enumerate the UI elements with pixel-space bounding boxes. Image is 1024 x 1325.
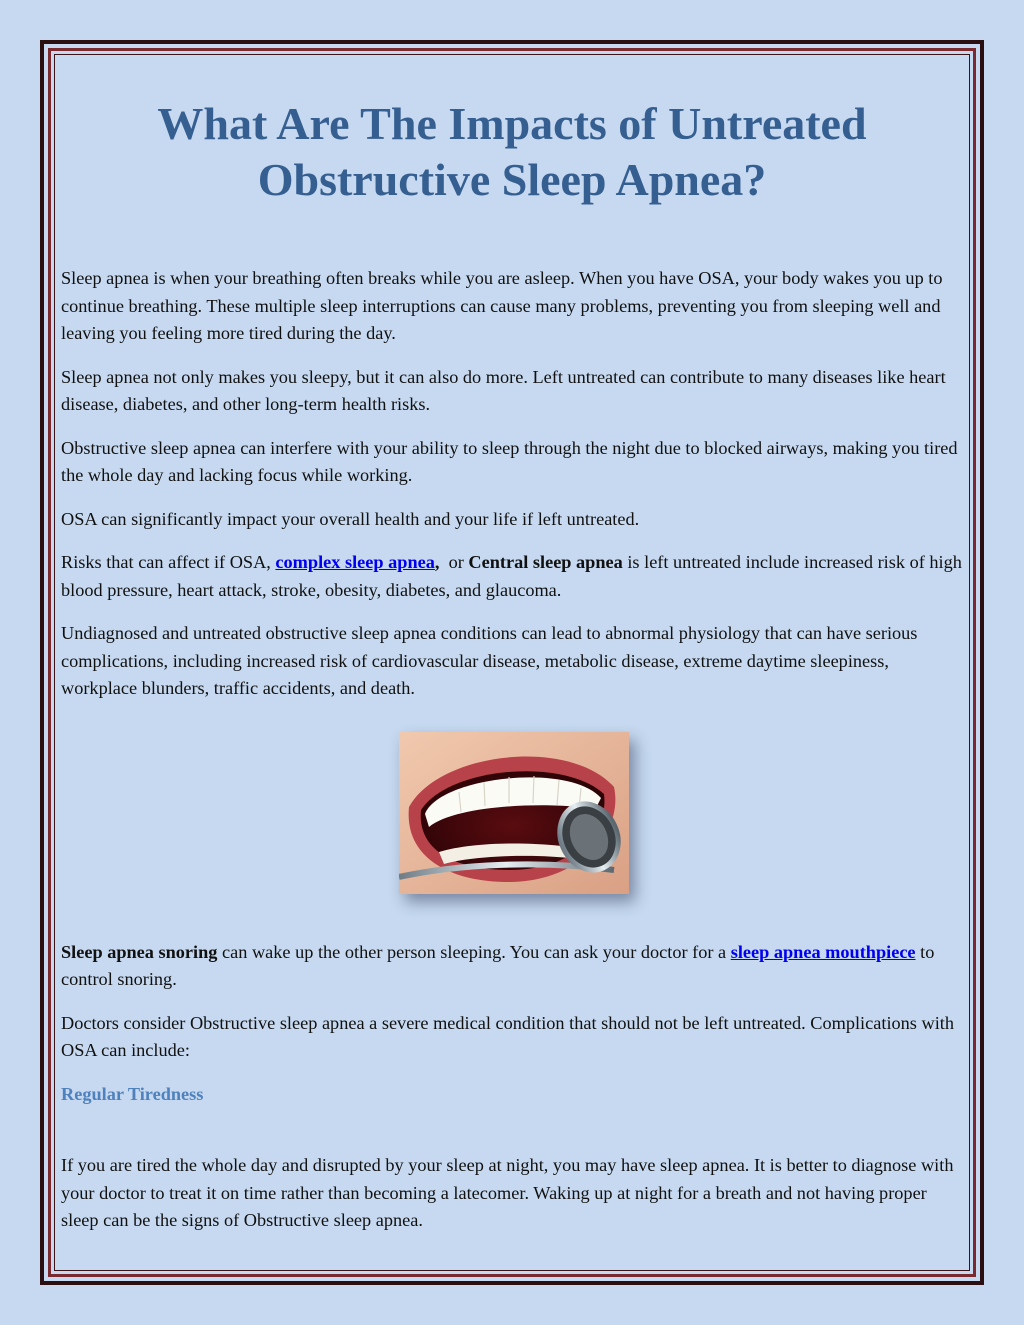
section-heading-regular-tiredness: Regular Tiredness — [61, 1083, 204, 1104]
paragraph-tiredness: If you are tired the whole day and disrupted by your sleep at night, you may have sleep apnea. It is better to diagnose with your doctor to treat it on time rather than becoming a latecomer. Waking up at night for a breath and not having proper sleep can be the signs of Obstructive sleep apnea. — [61, 1155, 954, 1230]
snoring-text-middle: can wake up the other person sleeping. You can ask your doctor for a — [217, 941, 731, 962]
central-sleep-apnea-text: Central sleep apnea — [468, 552, 623, 572]
paragraph-risks — [61, 549, 966, 604]
paragraph-sleepy: Sleep apnea not only makes you sleepy, but it can also do more. Left untreated can contribute to many diseases like heart disease, diabetes, and other long-term health risks. — [61, 366, 946, 414]
teeth-dental-mirror-icon — [399, 732, 629, 894]
page-title: What Are The Impacts of Untreated Obstructive Sleep Apnea? — [157, 98, 867, 205]
snoring-text-end: to control snoring. — [61, 941, 935, 989]
risks-or: or — [444, 552, 469, 572]
complex-sleep-apnea-link[interactable]: complex sleep apnea — [275, 552, 435, 572]
risks-text-end: is left untreated include increased risk of high blood pressure, heart attack, stroke, obesity, diabetes, and glaucoma. — [61, 552, 962, 600]
risks-comma: , — [434, 552, 440, 572]
risks-text-start: Risks that can affect if OSA, — [61, 552, 276, 572]
paragraph-complications: Undiagnosed and untreated obstructive sleep apnea conditions can lead to abnormal physiology that can have serious complications, including increased risk of cardiovascular disease, metabolic disease, extreme daytime sleepiness, workplace blunders, traffic accidents, and death. — [61, 623, 918, 698]
article-body — [61, 265, 966, 1251]
teeth-photo — [399, 732, 629, 894]
paragraph-intro: Sleep apnea is when your breathing often breaks while you are asleep. When you have OSA, your body wakes you up to continue breathing. These multiple sleep interruptions can cause many problems, preventing you from sleeping well and leaving you feeling more tired during the day. — [61, 268, 943, 343]
paragraph-impact: OSA can significantly impact your overall health and your life if left untreated. — [61, 508, 640, 529]
sleep-apnea-snoring-text: Sleep apnea snoring — [61, 941, 218, 962]
paragraph-airways: Obstructive sleep apnea can interfere with your ability to sleep through the night due to blocked airways, making you tired the whole day and lacking focus while working. — [61, 437, 958, 485]
paragraph-doctors: Doctors consider Obstructive sleep apnea a severe medical condition that should not be left untreated. Complications with OSA can include: — [61, 1012, 954, 1060]
paragraph-snoring — [61, 939, 966, 994]
sleep-apnea-mouthpiece-link[interactable]: sleep apnea mouthpiece — [730, 941, 916, 962]
